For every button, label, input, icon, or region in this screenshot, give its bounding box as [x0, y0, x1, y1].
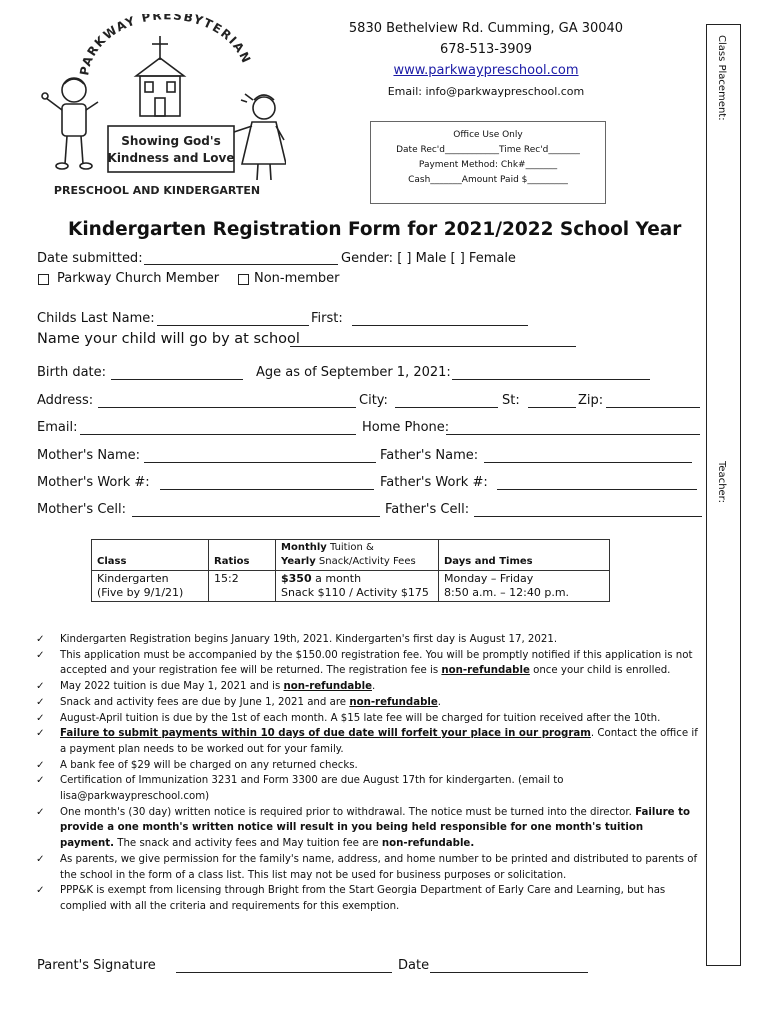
check-icon: ✓	[36, 759, 45, 771]
office-title: Office Use Only	[453, 130, 523, 140]
logo-banner-line1: Showing God's	[121, 134, 221, 148]
days: Monday – Friday	[444, 572, 534, 585]
header-class: Class	[92, 540, 209, 571]
note-text: PPP&K is exempt from licensing through Bright from the Start Georgia Department of Early Care and Learning, but has complied with all the criteria and requirements for this exemption.	[60, 885, 666, 912]
fee-snack: Snack $110 / Activity $175	[281, 586, 429, 599]
school-website-link[interactable]: www.parkwaypreschool.com	[393, 63, 579, 78]
email-input[interactable]	[80, 434, 356, 435]
times: 8:50 a.m. – 12:40 p.m.	[444, 586, 570, 599]
office-line-cash: Cash_______Amount Paid $_________	[408, 175, 568, 185]
class-placement-label: Class Placement:	[716, 35, 727, 121]
birth-date-label: Birth date:	[37, 365, 107, 380]
mothers-work-input[interactable]	[160, 489, 374, 490]
note-text: Failure to submit payments within 10 days of due date will forfeit your place in our program. Contact the office if a payment plan needs to be worked out for your family.	[60, 728, 698, 755]
address-label: Address:	[37, 393, 94, 408]
list-item	[36, 648, 698, 679]
birth-date-input[interactable]	[111, 379, 243, 380]
teacher-label: Teacher:	[716, 461, 727, 503]
go-by-label: Name your child will go by at school	[37, 331, 300, 347]
parent-signature-input[interactable]	[176, 972, 392, 973]
zip-input[interactable]	[606, 407, 700, 408]
logo-bottom-text: PRESCHOOL AND KINDERGARTEN	[53, 184, 261, 197]
check-icon: ✓	[36, 885, 45, 897]
policy-list	[36, 632, 698, 915]
fathers-cell-input[interactable]	[474, 516, 702, 517]
office-line-payment: Payment Method: Chk#_______	[418, 160, 558, 170]
class-placement-box	[706, 24, 741, 966]
school-phone: 678-513-3909	[439, 42, 533, 57]
class-age: (Five by 9/1/21)	[97, 586, 184, 599]
first-name-input[interactable]	[352, 325, 528, 326]
check-icon: ✓	[36, 728, 45, 740]
fathers-cell-label: Father's Cell:	[385, 502, 470, 517]
nonmember-checkbox[interactable]	[238, 274, 249, 285]
list-item	[36, 883, 698, 914]
home-phone-label: Home Phone:	[362, 420, 450, 435]
mothers-work-label: Mother's Work #:	[37, 475, 150, 490]
cell-ratio: 15:2	[209, 571, 276, 602]
cell-class	[92, 571, 209, 602]
address-input[interactable]	[98, 407, 356, 408]
contact-block	[330, 18, 642, 102]
check-icon: ✓	[36, 775, 45, 787]
email-label: Email:	[37, 420, 78, 435]
fathers-name-label: Father's Name:	[380, 448, 479, 463]
mothers-name-input[interactable]	[144, 462, 376, 463]
fee-table	[91, 539, 610, 602]
header-monthly: Monthly	[281, 542, 327, 553]
mothers-cell-label: Mother's Cell:	[37, 502, 127, 517]
note-text: Snack and activity fees are due by June 1, 2021 and are non-refundable.	[60, 696, 442, 708]
list-item	[36, 726, 698, 757]
go-by-input[interactable]	[290, 346, 576, 347]
list-item	[36, 632, 698, 648]
office-line-date: Date Rec'd____________Time Rec'd_______	[396, 145, 580, 155]
signature-date-label: Date	[398, 958, 430, 973]
table-row	[92, 571, 610, 602]
cell-days	[439, 571, 610, 602]
parent-signature-label: Parent's Signature	[37, 958, 156, 973]
zip-label: Zip:	[578, 393, 604, 408]
check-icon: ✓	[36, 681, 45, 693]
date-submitted-label: Date submitted:	[37, 251, 143, 266]
check-icon: ✓	[36, 634, 45, 645]
mothers-cell-input[interactable]	[132, 516, 380, 517]
header-days: Days and Times	[439, 540, 610, 571]
member-checkbox[interactable]	[38, 274, 49, 285]
check-icon: ✓	[36, 649, 45, 661]
header-tuition: Tuition &	[326, 542, 374, 553]
header-ratios: Ratios	[209, 540, 276, 571]
svg-text:PARKWAY PRESBYTERIAN	[77, 14, 254, 77]
header-snack-fees: Snack/Activity Fees	[315, 556, 416, 567]
note-text: A bank fee of $29 will be charged on any returned checks.	[60, 759, 358, 771]
note-text: This application must be accompanied by the $150.00 registration fee. You will be promptly notified if this application is not accepted and your registration fee will be returned. The registration fee is non-refundable once your child is enrolled.	[60, 649, 693, 677]
header-fees	[276, 540, 439, 571]
fathers-work-label: Father's Work #:	[380, 475, 488, 490]
office-use-box	[370, 121, 606, 204]
member-label: Parkway Church Member	[57, 271, 220, 286]
logo-arc-text: PARKWAY PRESBYTERIAN	[77, 14, 254, 77]
cell-fees	[276, 571, 439, 602]
header-yearly: Yearly	[281, 556, 316, 567]
school-email: Email: info@parkwaypreschool.com	[387, 85, 585, 98]
list-item	[36, 679, 698, 695]
table-header-row	[92, 540, 610, 571]
list-item	[36, 852, 698, 883]
check-icon: ✓	[36, 696, 45, 708]
gender-options[interactable]: Gender: [ ] Male [ ] Female	[341, 251, 516, 266]
age-input[interactable]	[452, 379, 650, 380]
note-text: As parents, we give permission for the family's name, address, and home number to be printed and distributed to parents of the school in the form of a class list. This list may not be used for business purposes or solicitation.	[60, 853, 698, 881]
logo-artwork	[36, 14, 286, 210]
note-text: One month's (30 day) written notice is required prior to withdrawal. The notice must be turned into the director. Failure to provide a one month's written notice will result in you being held responsible for one month's tuition payment. The snack and activity fees and May tuition fee are non-refundable.	[60, 806, 690, 850]
state-label: St:	[502, 393, 520, 408]
note-text: Certification of Immunization 3231 and Form 3300 are due August 17th for kindergarten. (email to lisa@parkwaypreschool.com)	[60, 775, 564, 803]
state-input[interactable]	[528, 407, 576, 408]
check-icon: ✓	[36, 712, 45, 724]
date-submitted-input[interactable]	[144, 264, 338, 265]
last-name-label: Childs Last Name:	[37, 311, 155, 326]
fathers-work-input[interactable]	[497, 489, 697, 490]
list-item	[36, 773, 698, 804]
nonmember-label: Non-member	[254, 271, 340, 286]
check-icon: ✓	[36, 853, 45, 865]
list-item	[36, 805, 698, 852]
logo-banner-line2: Kindness and Love	[107, 151, 235, 165]
note-text: August-April tuition is due by the 1st of each month. A $15 late fee will be charged for tuition received after the 10th.	[60, 712, 661, 724]
age-label: Age as of September 1, 2021:	[256, 365, 451, 380]
home-phone-input[interactable]	[446, 434, 700, 435]
school-logo	[36, 14, 286, 210]
fee-amount: $350	[281, 572, 312, 585]
form-title: Kindergarten Registration Form for 2021/2022 School Year	[68, 219, 682, 240]
last-name-input[interactable]	[157, 325, 309, 326]
signature-date-input[interactable]	[430, 972, 588, 973]
list-item	[36, 711, 698, 727]
city-input[interactable]	[395, 407, 498, 408]
list-item	[36, 695, 698, 711]
note-text: Kindergarten Registration begins January 19th, 2021. Kindergarten's first day is August 17, 2021.	[60, 634, 558, 645]
fathers-name-input[interactable]	[484, 462, 692, 463]
note-text: May 2022 tuition is due May 1, 2021 and is non-refundable.	[60, 681, 376, 693]
city-label: City:	[359, 393, 388, 408]
school-address: 5830 Bethelview Rd. Cumming, GA 30040	[348, 21, 624, 36]
fee-period: a month	[311, 572, 362, 585]
first-name-label: First:	[311, 311, 343, 326]
mothers-name-label: Mother's Name:	[37, 448, 141, 463]
list-item	[36, 758, 698, 774]
class-name: Kindergarten	[97, 572, 169, 585]
check-icon: ✓	[36, 806, 45, 818]
